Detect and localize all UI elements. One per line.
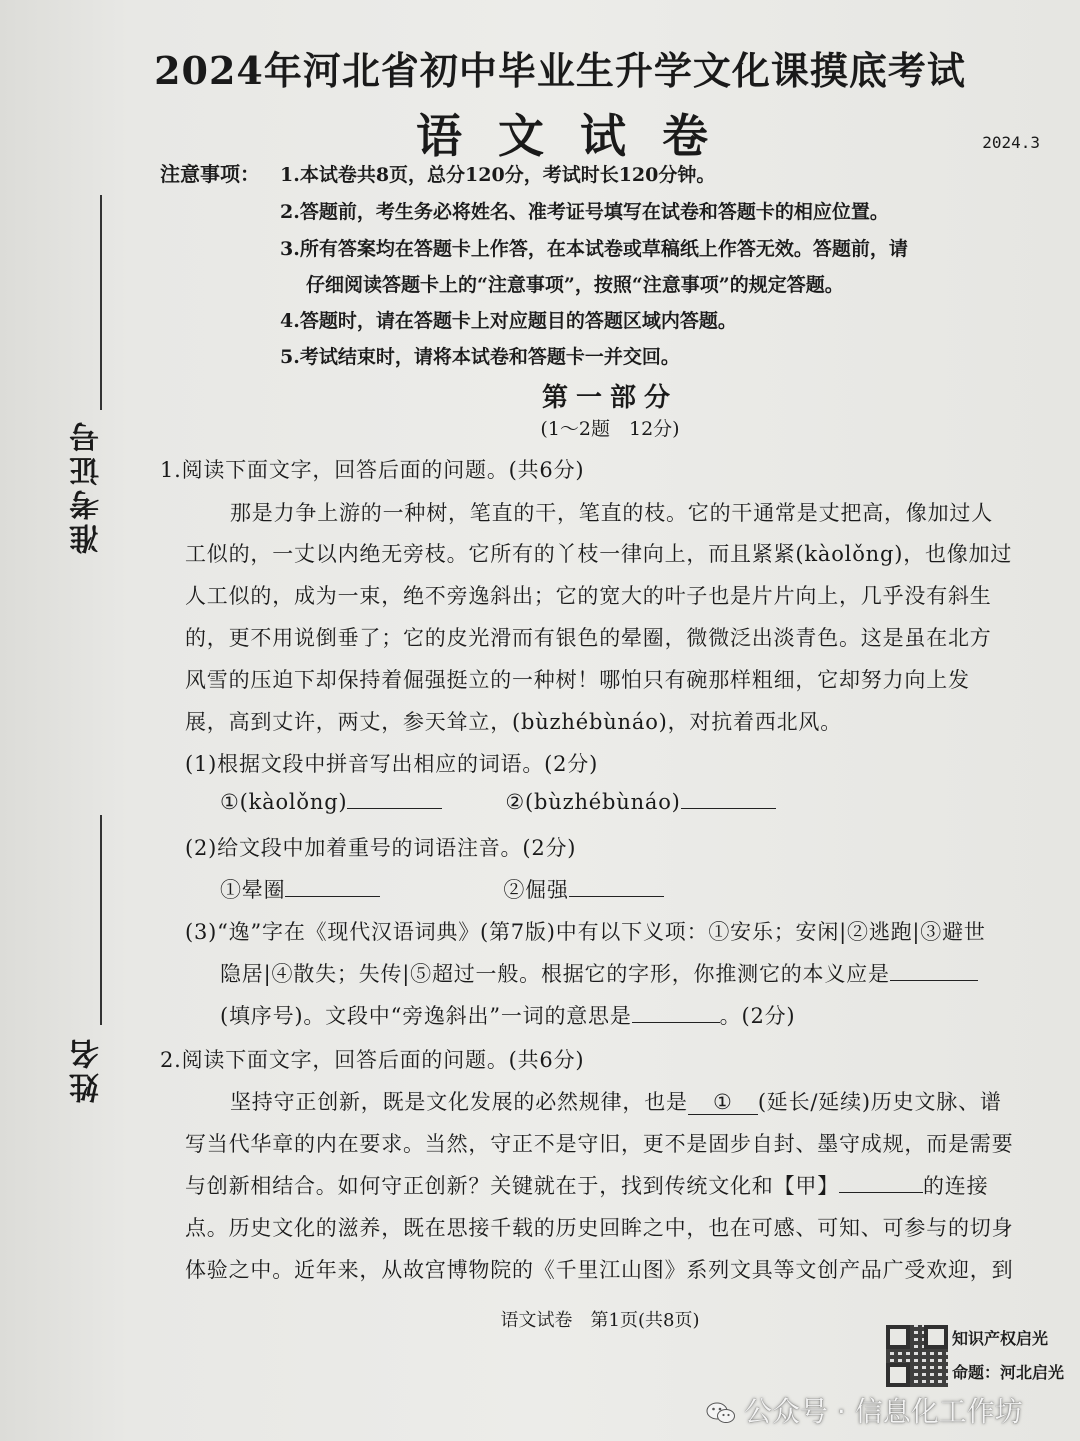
sub-question-3: (3)“逸”字在《现代汉语词典》(第7版)中有以下义项：①安乐；安闲|②逃跑|③避世	[185, 920, 986, 944]
passage-text: 的连接	[923, 1174, 989, 1198]
sub-question-3-line	[220, 1000, 795, 1030]
answer-blank	[681, 807, 776, 809]
passage-line: 的，更不用说倒垂了；它的皮光滑而有银色的晕圈，微微泛出淡青色。这是虽在北方	[185, 626, 992, 650]
sub-question-3-text: 隐居|④散失；失传|⑤超过一般。根据它的字形，你推测它的本义应是	[220, 962, 890, 986]
answer-blank	[890, 979, 978, 981]
passage-line: 写当代华章的内在要求。当然，守正不是守旧，更不是固步自封、墨守成规，而是需要	[185, 1132, 1014, 1156]
qr-code-icon	[886, 1325, 948, 1387]
word-prompt-b: ②倔强	[503, 878, 569, 902]
name-line	[100, 815, 102, 1025]
passage-text: 与创新相结合。如何守正创新？关键就在于，找到传统文化和【甲】	[185, 1174, 839, 1198]
paper-subtitle: 语文试卷	[416, 109, 744, 163]
passage-line: 那是力争上游的一种树，笔直的干，笔直的枝。它的干通常是丈把高，像加过人	[230, 501, 993, 525]
sub-question-3-line	[220, 958, 978, 988]
notice-item: 仔细阅读答题卡上的“注意事项”，按照“注意事项”的规定答题。	[306, 274, 844, 296]
pinyin-prompt-b: ②(bùzhébùnáo)	[505, 790, 681, 814]
wechat-icon	[706, 1401, 736, 1425]
exam-number-label: 准考证号	[70, 418, 105, 554]
author-text: 命题：河北启光	[952, 1363, 1065, 1382]
question-2-stem: 2.阅读下面文字，回答后面的问题。(共6分)	[160, 1048, 585, 1072]
part-title: 第一部分	[541, 383, 678, 413]
passage-line: 风雪的压迫下却保持着倔强挺立的一种树！哪怕只有碗那样粗细，它却努力向上发	[185, 668, 970, 692]
exam-date: 2024.3	[982, 133, 1040, 152]
sub-question-1: (1)根据文段中拼音写出相应的词语。(2分)	[185, 752, 599, 776]
notice-item: 2.答题前，考生务必将姓名、准考证号填写在试卷和答题卡的相应位置。	[280, 201, 889, 223]
passage-line	[230, 1086, 1002, 1116]
numbered-blank: ①	[688, 1090, 758, 1115]
passage-line	[185, 1170, 988, 1200]
page-footer: 语文试卷 第1页(共8页)	[500, 1310, 700, 1331]
notice-item: 4.答题时，请在答题卡上对应题目的答题区域内答题。	[280, 310, 737, 332]
question-1-stem: 1.阅读下面文字，回答后面的问题。(共6分)	[160, 458, 585, 482]
notice-label: 注意事项：	[160, 162, 260, 186]
notice-item: 5.考试结束时，请将本试卷和答题卡一并交回。	[280, 346, 680, 368]
passage-line: 人工似的，成为一束，绝不旁逸斜出；它的宽大的叶子也是片片向上，几乎没有斜生	[185, 584, 992, 608]
answer-blank	[839, 1191, 923, 1193]
answer-blank	[285, 895, 380, 897]
copyright-text: 知识产权启光	[952, 1329, 1049, 1348]
notice-item: 1.本试卷共8页，总分120分，考试时长120分钟。	[280, 164, 716, 186]
sub-question-2: (2)给文段中加着重号的词语注音。(2分)	[185, 836, 577, 860]
answer-blank	[569, 895, 664, 897]
answer-blank	[347, 807, 442, 809]
answer-row-2	[220, 874, 664, 904]
exam-title: 2024年河北省初中毕业生升学文化课摸底考试	[154, 48, 966, 93]
pinyin-prompt-a: ①(kàolǒng)	[220, 790, 348, 814]
passage-line: 工似的，一丈以内绝无旁枝。它所有的丫枝一律向上，而且紧紧(kàolǒng)，也像加过	[185, 542, 1013, 566]
answer-blank	[632, 1021, 720, 1023]
passage-text: (延长/延续)历史文脉、谱	[757, 1090, 1002, 1114]
passage-text: 坚持守正创新，既是文化发展的必然规律，也是	[230, 1090, 688, 1114]
passage-line: 点。历史文化的滋养，既在思接千载的历史回眸之中，也在可感、可知、可参与的切身	[185, 1216, 1014, 1240]
notice-item: 3.所有答案均在答题卡上作答，在本试卷或草稿纸上作答无效。答题前，请	[280, 238, 908, 260]
watermark-text: 公众号 · 信息化工作坊	[744, 1395, 1023, 1428]
answer-row-1	[220, 790, 776, 814]
passage-line: 体验之中。近年来，从故宫博物院的《千里江山图》系列文具等文创产品广受欢迎，到	[185, 1258, 1014, 1282]
sub-question-3-score: 。(2分)	[719, 1004, 796, 1028]
name-label: 姓名	[70, 1035, 105, 1103]
part-range: (1～2题 12分)	[540, 418, 680, 440]
sub-question-3-text: (填序号)。文段中“旁逸斜出”一词的意思是	[220, 1004, 632, 1028]
word-prompt-a: ①晕圈	[220, 878, 286, 902]
watermark	[706, 1390, 1023, 1430]
passage-line: 展，高到丈许，两丈，参天耸立，(bùzhébùnáo)，对抗着西北风。	[185, 710, 843, 734]
